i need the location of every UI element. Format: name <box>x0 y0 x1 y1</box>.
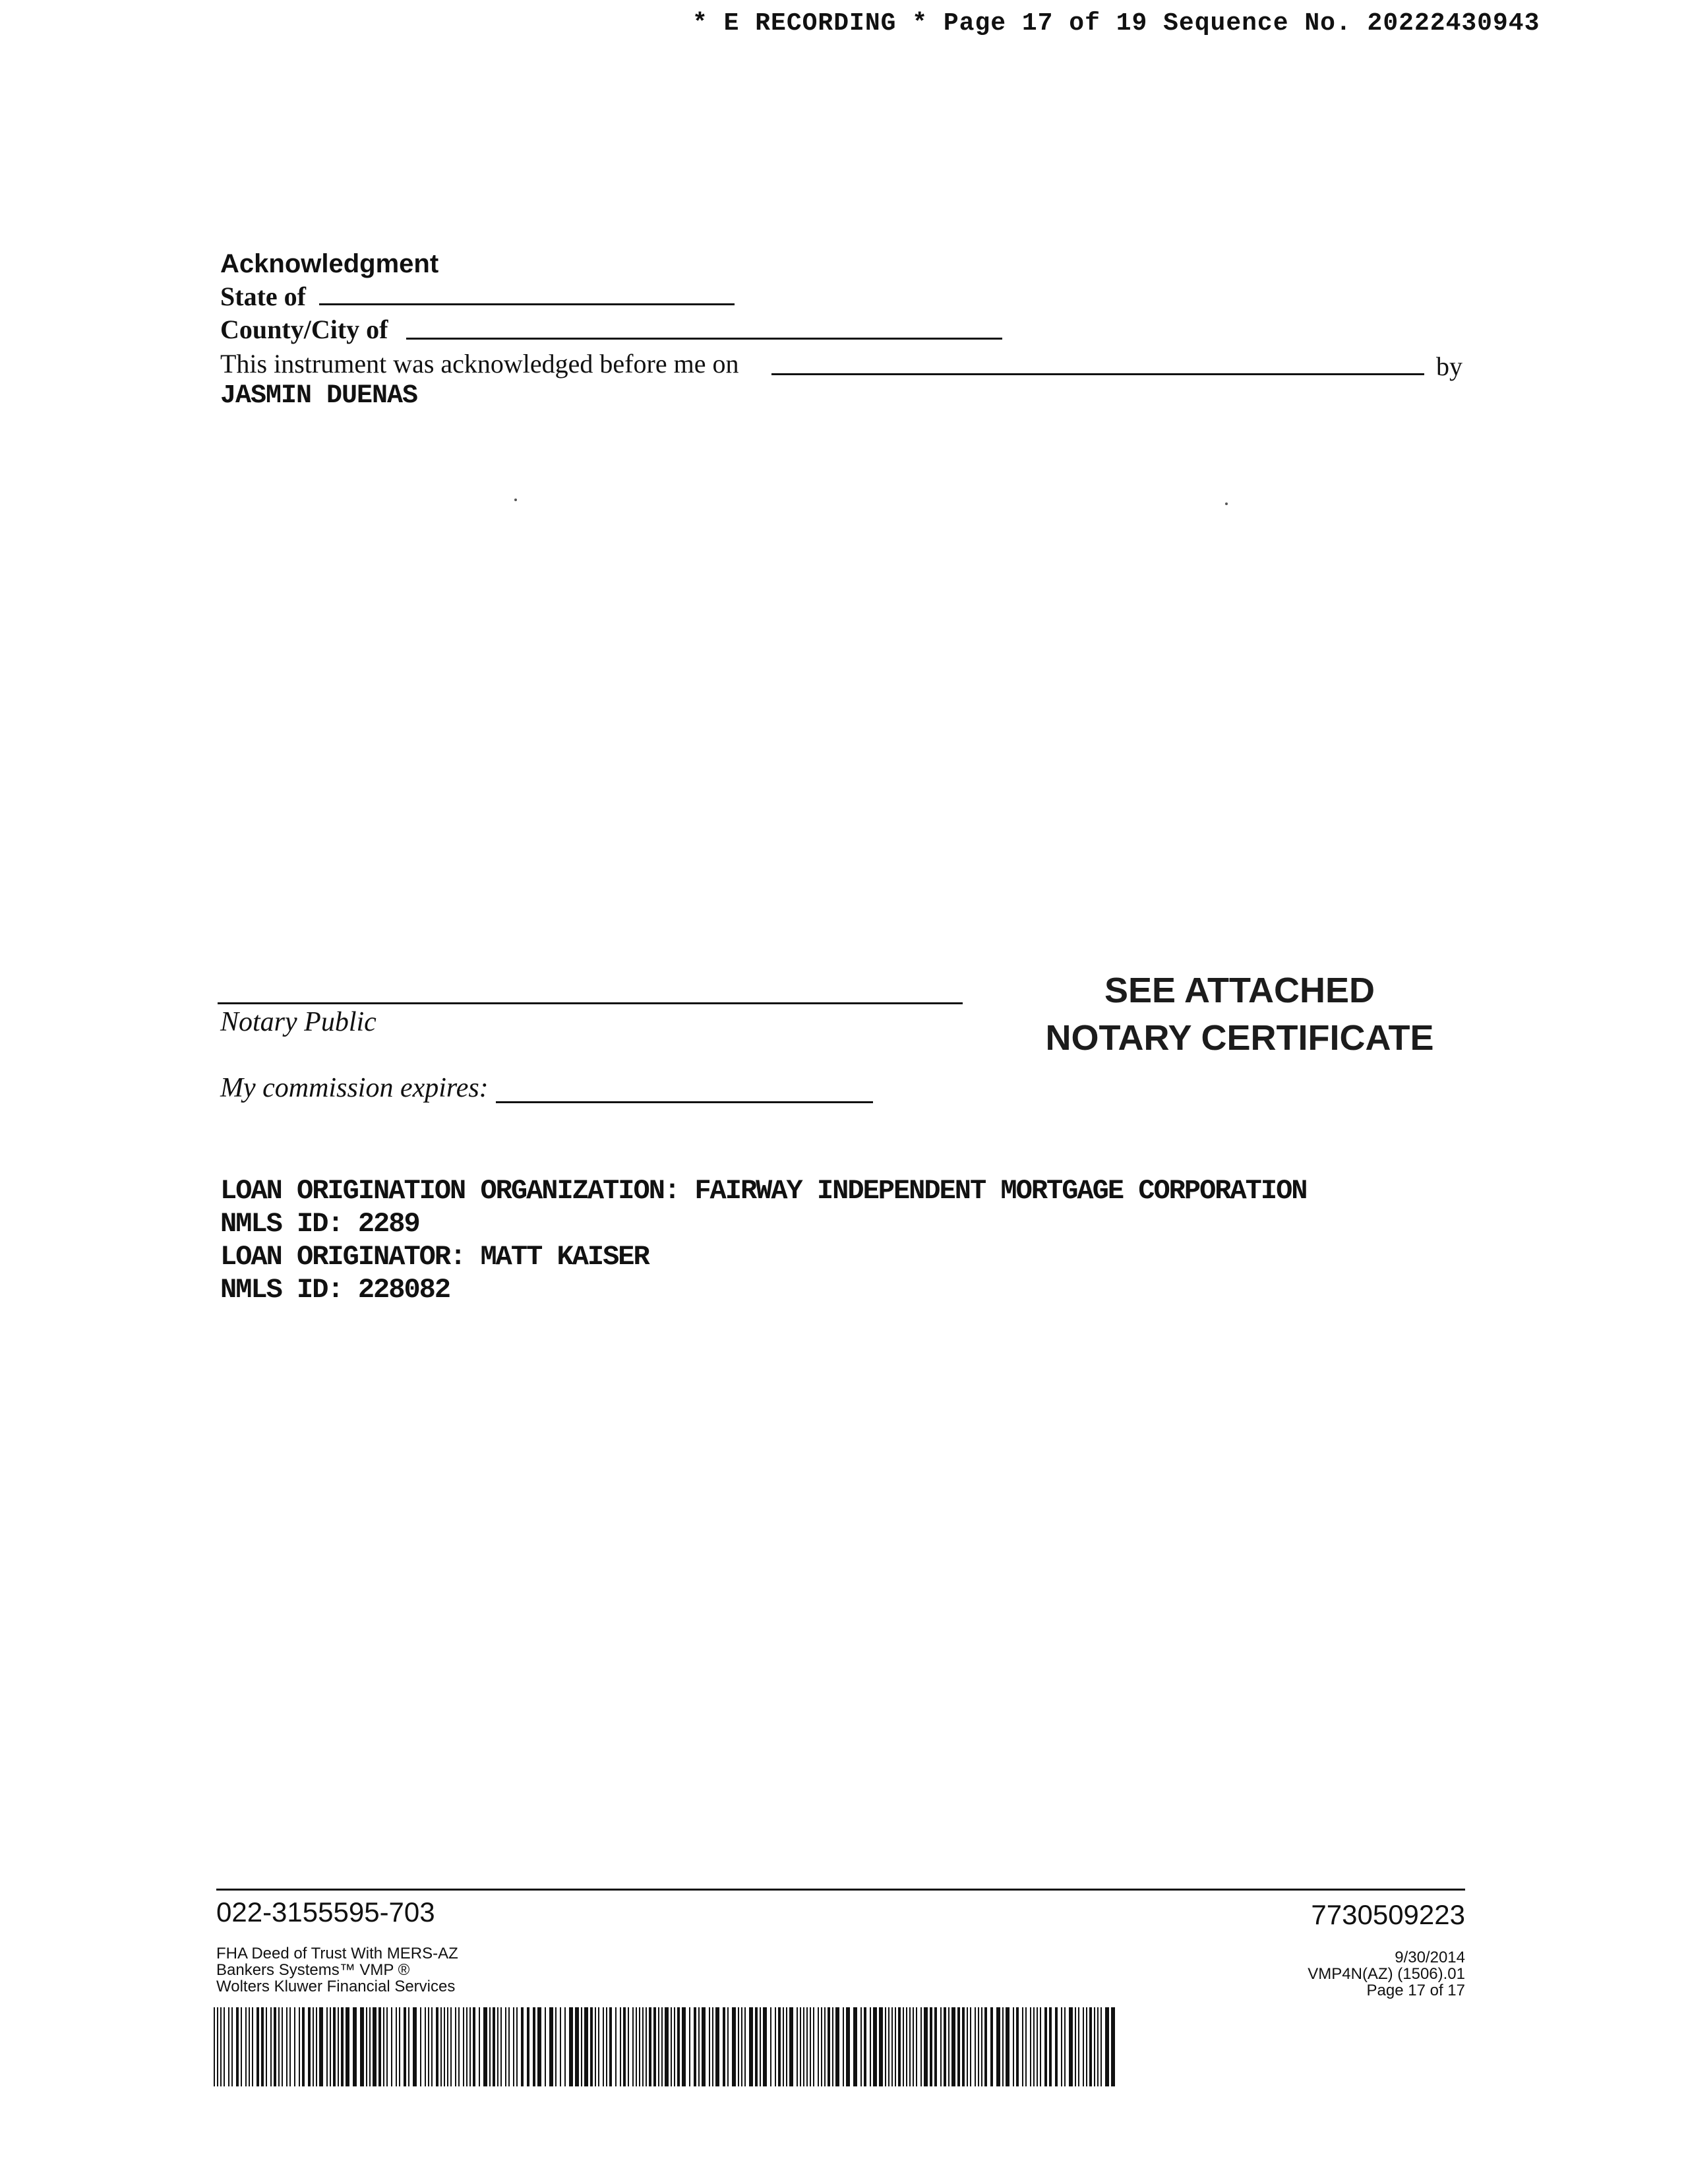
county-row <box>220 314 388 345</box>
state-label: State of <box>220 282 306 311</box>
state-blank-line <box>319 303 735 305</box>
organization-nmls-line: NMLS ID: 2289 <box>220 1208 419 1240</box>
notary-certificate-stamp <box>1015 967 1464 1062</box>
by-label: by <box>1436 351 1462 381</box>
form-line-3: Wolters Kluwer Financial Services <box>216 1978 456 1995</box>
barcode-image <box>214 2007 1121 2086</box>
page-label: Page 17 of 17 <box>1366 1982 1465 1999</box>
scan-speck <box>514 499 517 501</box>
date-blank-line <box>771 373 1424 375</box>
originator-nmls-line: NMLS ID: 228082 <box>220 1274 450 1306</box>
stamp-line-2: NOTARY CERTIFICATE <box>1045 1018 1434 1058</box>
acknowledgment-title: Acknowledgment <box>220 249 439 278</box>
commission-label: My commission expires: <box>220 1073 489 1103</box>
form-info <box>216 1945 458 1995</box>
stamp-line-1: SEE ATTACHED <box>1104 971 1375 1010</box>
form-line-2: Bankers Systems™ VMP ® <box>216 1961 410 1979</box>
county-label: County/City of <box>220 315 388 344</box>
county-blank-line <box>406 338 1002 340</box>
form-version-info <box>1308 1949 1465 1999</box>
loan-originator-line: LOAN ORIGINATOR: MATT KAISER <box>220 1241 649 1273</box>
recording-header: * E RECORDING * Page 17 of 19 Sequence No. 20222430943 <box>692 9 1540 38</box>
commission-blank-line <box>496 1101 873 1103</box>
instrument-row <box>220 348 738 379</box>
loan-number: 022-3155595-703 <box>216 1896 435 1927</box>
document-number: 7730509223 <box>1311 1899 1465 1930</box>
instrument-text: This instrument was acknowledged before me on <box>220 349 739 379</box>
scan-speck <box>1225 502 1228 505</box>
form-code: VMP4N(AZ) (1506).01 <box>1308 1965 1465 1983</box>
footer-rule <box>216 1889 1465 1891</box>
notary-public-label: Notary Public <box>220 1007 377 1037</box>
notary-signature-line <box>218 1002 963 1004</box>
form-line-1: FHA Deed of Trust With MERS-AZ <box>216 1945 458 1962</box>
signer-name: JASMIN DUENAS <box>220 381 418 411</box>
loan-organization-line: LOAN ORIGINATION ORGANIZATION: FAIRWAY INDEPENDENT MORTGAGE CORPORATION <box>220 1175 1307 1207</box>
form-date: 9/30/2014 <box>1395 1949 1465 1966</box>
state-row <box>220 281 306 312</box>
